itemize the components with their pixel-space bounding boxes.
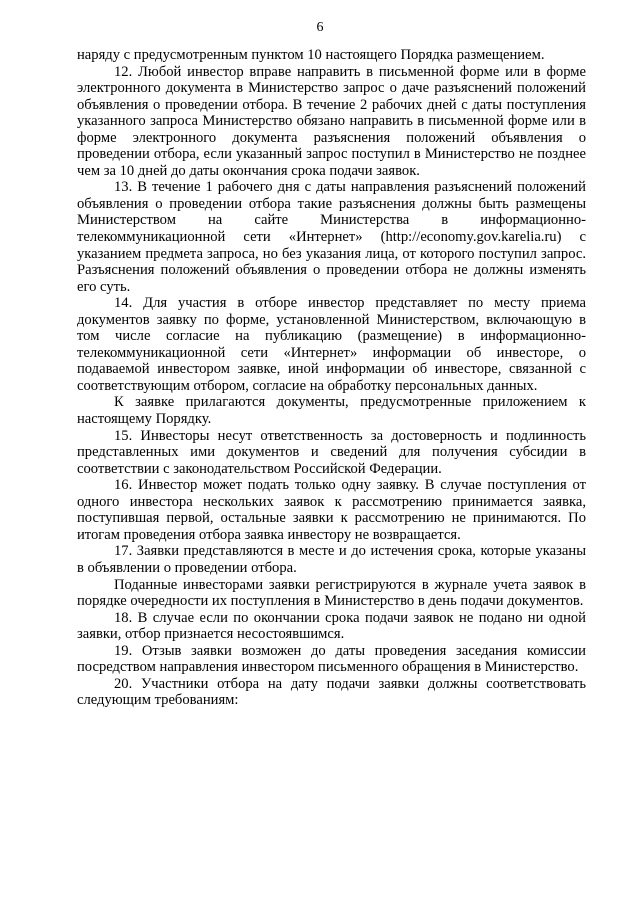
paragraph-17-registration: Поданные инвесторами заявки регистрируются в журнале учета заявок в порядке очередности их поступления в Министерство в день подачи документов. xyxy=(77,576,586,610)
paragraph-15: 15. Инвесторы несут ответственность за достоверность и подлинность представленных ими документов и сведений для получения субсидии в соответствии с законодательством Российской Федерации. xyxy=(77,427,586,477)
paragraph-14-attachments: К заявке прилагаются документы, предусмотренные приложением к настоящему Порядку. xyxy=(77,394,586,428)
paragraph-13: 13. В течение 1 рабочего дня с даты направления разъяснений положений объявления о проведении отбора такие разъяснения должны быть размещены Министерством на сайте Министерства в информационно-телекоммуникационной сети «Интернет» (http://economy.gov.karelia.ru) с указанием предмета запроса, но без указания лица, от которого поступил запрос. Разъяснения положений объявления о проведении отбора не должны изменять его суть. xyxy=(77,179,586,295)
paragraph-19: 19. Отзыв заявки возможен до даты проведения заседания комиссии посредством направления инвестором письменного обращения в Министерство. xyxy=(77,642,586,676)
page-number: 6 xyxy=(316,20,324,35)
paragraph-17: 17. Заявки представляются в месте и до истечения срока, которые указаны в объявлении о проведении отбора. xyxy=(77,543,586,576)
paragraph-14: 14. Для участия в отборе инвестор представляет по месту приема документов заявку по форме, установленной Министерством, включающую в том числе согласие на публикацию (размещение) в информационно-телекоммуникационной сети «Интернет» информации об инвесторе, о подаваемой инвестором заявке, иной информации об инвесторе, связанной с соответствующим отбором, согласие на обработку персональных данных. xyxy=(77,295,586,394)
paragraph-20: 20. Участники отбора на дату подачи заявки должны соответствовать следующим требованиям: xyxy=(77,675,586,709)
paragraph-12: 12. Любой инвестор вправе направить в письменной форме или в форме электронного документа в Министерство запрос о даче разъяснений положений объявления о проведении отбора. В течение 2 рабочих дней с даты поступления указанного запроса Министерство обязано направить в письменной форме или в форме электронного документа разъяснения положений объявления о проведении отбора, если указанный запрос поступил в Министерство не позднее чем за 10 дней до даты окончания срока подачи заявок. xyxy=(77,63,586,179)
paragraph-continuation: наряду с предусмотренным пунктом 10 настоящего Порядка размещением. xyxy=(77,47,545,63)
paragraph-18: 18. В случае если по окончании срока подачи заявок не подано ни одной заявки, отбор признается несостоявшимся. xyxy=(77,609,586,643)
paragraph-16: 16. Инвестор может подать только одну заявку. В случае поступления от одного инвестора нескольких заявок к рассмотрению принимается заявка, поступившая первой, остальные заявки к рассмотрению не принимаются. По итогам проведения отбора заявка инвестору не возвращается. xyxy=(77,477,586,543)
document-body xyxy=(77,47,586,709)
